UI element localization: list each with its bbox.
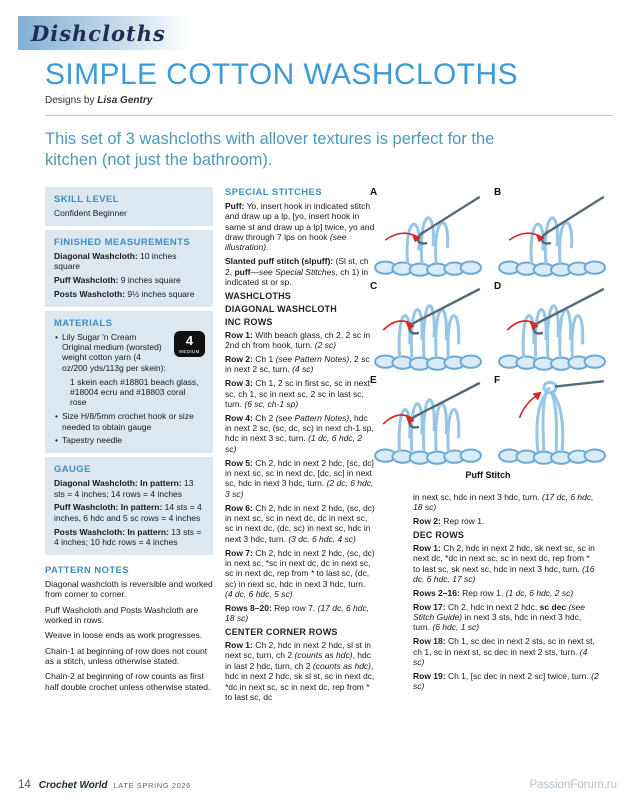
diagram-step-a bbox=[369, 187, 483, 277]
crochet-step-illustration bbox=[369, 281, 483, 371]
instruction-row: Row 2: Rep row 1. bbox=[413, 516, 485, 527]
inc-rows-heading: INC ROWS bbox=[225, 316, 273, 327]
page-content bbox=[45, 58, 613, 706]
yarn-weight-number: 4 bbox=[185, 332, 194, 348]
instruction-row: Row 5: Ch 2, hdc in next 2 hdc, [sc, dc] in next sc, sc in next dc, [dc, sc] in next sc, hdc in next 3 hdc, turn. (2 dc, 6 hdc, 3 sc) bbox=[225, 457, 374, 499]
pattern-note: Weave in loose ends as work progresses. bbox=[45, 630, 203, 641]
skill-level-box bbox=[45, 187, 213, 226]
diagram-step-b bbox=[493, 187, 607, 277]
measurement-item: Posts Washcloth: 9½ inches square bbox=[54, 288, 195, 299]
diagram-step-label: D bbox=[494, 280, 502, 292]
skill-level-heading: SKILL LEVEL bbox=[54, 193, 119, 205]
washcloths-heading: WASHCLOTHS bbox=[225, 290, 291, 301]
pattern-note: Chain-1 at beginning of row does not count as a stitch, unless otherwise stated. bbox=[45, 645, 208, 667]
diagram-step-label: A bbox=[370, 186, 378, 198]
pattern-notes-heading: PATTERN NOTES bbox=[45, 564, 130, 576]
instruction-row: Row 7: Ch 2, hdc in next 2 hdc, (sc, dc) in next sc, *sc in next dc, dc in next sc, sc in next dc, rep from * to last sc, (dc, sc) in next sc, hdc in next 3 hdc, turn. (4 dc, 6 hdc, 5 sc) bbox=[225, 547, 375, 600]
gauge-box bbox=[45, 457, 213, 555]
crochet-step-illustration bbox=[493, 281, 607, 371]
instruction-row: Row 19: Ch 1, [sc dec in next 2 sc] twice, turn. (2 sc) bbox=[413, 670, 599, 692]
diagram-grid bbox=[369, 187, 607, 465]
gauge-item: Puff Washcloth: In pattern: 14 sts = 4 inches, 6 hdc and 5 sc rows = 4 inches bbox=[54, 502, 202, 523]
crochet-step-illustration bbox=[493, 375, 607, 465]
instruction-row: Row 1: With beach glass, ch 2, 2 sc in 2nd ch from hook, turn. (2 sc) bbox=[225, 329, 371, 351]
instruction-row: Rows 2–16: Rep row 1. (1 dc, 6 hdc, 2 sc) bbox=[413, 587, 574, 598]
materials-box bbox=[45, 311, 213, 454]
byline-prefix: Designs by bbox=[45, 95, 98, 106]
crochet-step-illustration bbox=[493, 187, 607, 277]
diagram-step-c bbox=[369, 281, 483, 371]
gauge-item: Diagonal Washcloth: In pattern: 13 sts = 4 inches; 14 rows = 4 inches bbox=[54, 478, 194, 499]
instruction-row: Row 6: Ch 2, hdc in next 2 hdc, (sc, dc) in next sc, sc in next dc, dc in next sc, sc in next dc, (dc, sc) in next sc, hdc in next 3 hdc, turn. (3 dc, 6 hdc, 4 sc) bbox=[225, 502, 375, 544]
instruction-row: Row 17: Ch 2, hdc in next 2 hdc, sc dec (see Stitch Guide) in next 3 sts, hdc in next 3 hdc, turn. (6 hdc, 1 sc) bbox=[413, 601, 586, 633]
measurements-box bbox=[45, 230, 213, 307]
materials-item-sub: 1 skein each #18801 beach glass, #18004 ecru and #18803 coral rose bbox=[70, 376, 199, 408]
section-banner-label: Dishcloths bbox=[31, 20, 166, 46]
yarn-weight-label: MEDIUM bbox=[179, 348, 200, 354]
skill-level-text: Confident Beginner bbox=[54, 207, 127, 218]
diagram-step-f bbox=[493, 375, 607, 465]
dec-rows-heading: DEC ROWS bbox=[413, 529, 465, 540]
puff-stitch-diagram bbox=[369, 187, 607, 480]
diagram-step-label: B bbox=[494, 186, 502, 198]
pattern-note: Chain-2 at beginning of row counts as first half double crochet unless otherwise stated. bbox=[45, 671, 211, 692]
article-title: SIMPLE COTTON WASHCLOTHS bbox=[45, 58, 518, 91]
pattern-note: Diagonal washcloth is reversible and worked from corner to corner. bbox=[45, 578, 213, 600]
instruction-row: Row 3: Ch 1, 2 sc in first sc, sc in next sc, ch 1, sc in next sc, 2 sc in last sc, turn. (6 sc, ch-1 sp) bbox=[225, 378, 371, 409]
diagram-step-d bbox=[493, 281, 607, 371]
diagram-step-label: C bbox=[370, 280, 378, 292]
gauge-item: Posts Washcloth: In pattern: 13 sts = 4 inches; 10 hdc rows = 4 inches bbox=[54, 526, 202, 548]
byline bbox=[45, 95, 613, 106]
section-banner bbox=[18, 16, 190, 50]
page-number: 14 bbox=[18, 779, 31, 791]
crochet-step-illustration bbox=[369, 375, 483, 465]
byline-author: Lisa Gentry bbox=[97, 95, 153, 106]
instruction-row: Row 1: Ch 2, hdc in next 2 hdc, sk next sc, sc in next dc, *dc in next sc, sc in next dc, rep from * to last sc, sk next sc, hdc in next 3 hdc, turn. (16 dc, 6 hdc, 17 sc) bbox=[413, 542, 595, 585]
diagram-step-label: E bbox=[370, 374, 377, 386]
instruction-row: Row 4: Ch 2 (see Pattern Notes), hdc in next 2 sc, (sc, dc, sc) in next ch-1 sp, hdc in next 3 sc, turn. (1 dc, 6 hdc, 2 sc) bbox=[225, 412, 374, 454]
special-stitch-slpuff: Slanted puff stitch (slpuff): (Sl st, ch 2, puff—see Special Stitches, ch 1) in indicated st or sp. bbox=[225, 256, 369, 287]
right-column bbox=[370, 186, 599, 695]
page-footer bbox=[18, 779, 617, 791]
middle-column bbox=[225, 186, 378, 706]
divider bbox=[45, 115, 613, 116]
columns bbox=[45, 187, 613, 706]
pattern-note: Puff Washcloth and Posts Washcloth are worked in rows. bbox=[45, 604, 199, 625]
special-stitch-puff: Puff: Yo, insert hook in indicated stitch and draw up a lp, [yo, insert hook in same st and draw up a lp] twice, yo and draw through 7 lps on hook (see illustration). bbox=[225, 200, 375, 253]
materials-item: • Tapestry needle bbox=[54, 435, 204, 445]
left-column bbox=[45, 187, 213, 697]
diagram-step-e bbox=[369, 375, 483, 465]
magazine-name: Crochet World bbox=[38, 780, 108, 791]
instruction-continuation: in next sc, hdc in next 3 hdc, turn. (17 dc, 6 hdc, 18 sc) bbox=[413, 491, 594, 513]
measurement-item: Diagonal Washcloth: 10 inches square bbox=[54, 250, 177, 272]
instruction-row: Row 1: Ch 2, hdc in next 2 hdc, sl st in next sc, turn, ch 2 (counts as hdc), hdc in last 2 hdc, turn, ch 2 (counts as hdc), hdc in next 2 hdc, sk sl st, sc in next dc, *dc in next sc, sc in next dc, rep from * to last sc, dc bbox=[225, 640, 375, 702]
issue-label: LATE SPRING 2026 bbox=[113, 781, 191, 790]
instruction-row: Row 2: Ch 1 (see Pattern Notes), 2 sc in next 2 sc, turn. (4 sc) bbox=[225, 353, 370, 375]
measurements-heading: FINISHED MEASUREMENTS bbox=[54, 236, 191, 248]
materials-item: • Size H/8/5mm crochet hook or size needed to obtain gauge bbox=[54, 411, 204, 432]
special-stitches-heading: SPECIAL STITCHES bbox=[225, 186, 323, 198]
instruction-row: Row 18: Ch 1, sc dec in next 2 sts, sc in next st, ch 1, sc in next st, sc dec in next 2 sts, turn. (4 sc) bbox=[413, 636, 595, 668]
diagonal-washcloth-heading: DIAGONAL WASHCLOTH bbox=[225, 303, 337, 314]
materials-item: • Lily Sugar 'n Cream Original medium (worsted) weight cotton yarn (4 oz/200 yds/113g per skein): bbox=[54, 332, 204, 373]
pattern-notes bbox=[45, 559, 213, 692]
gauge-heading: GAUGE bbox=[54, 464, 91, 476]
measurement-item: Puff Washcloth: 9 inches square bbox=[54, 274, 181, 285]
intro-text: This set of 3 washcloths with allover textures is perfect for the kitchen (not just the bathroom). bbox=[45, 130, 495, 170]
center-corner-rows-heading: CENTER CORNER ROWS bbox=[225, 627, 338, 638]
watermark-text: PassionForum.ru bbox=[529, 779, 617, 791]
crochet-step-illustration bbox=[369, 187, 483, 277]
materials-heading: MATERIALS bbox=[54, 317, 113, 329]
instruction-row: Rows 8–20: Rep row 7. (17 dc, 6 hdc, 18 sc) bbox=[225, 602, 370, 624]
diagram-step-label: F bbox=[494, 374, 501, 386]
diagram-caption: Puff Stitch bbox=[465, 469, 511, 480]
